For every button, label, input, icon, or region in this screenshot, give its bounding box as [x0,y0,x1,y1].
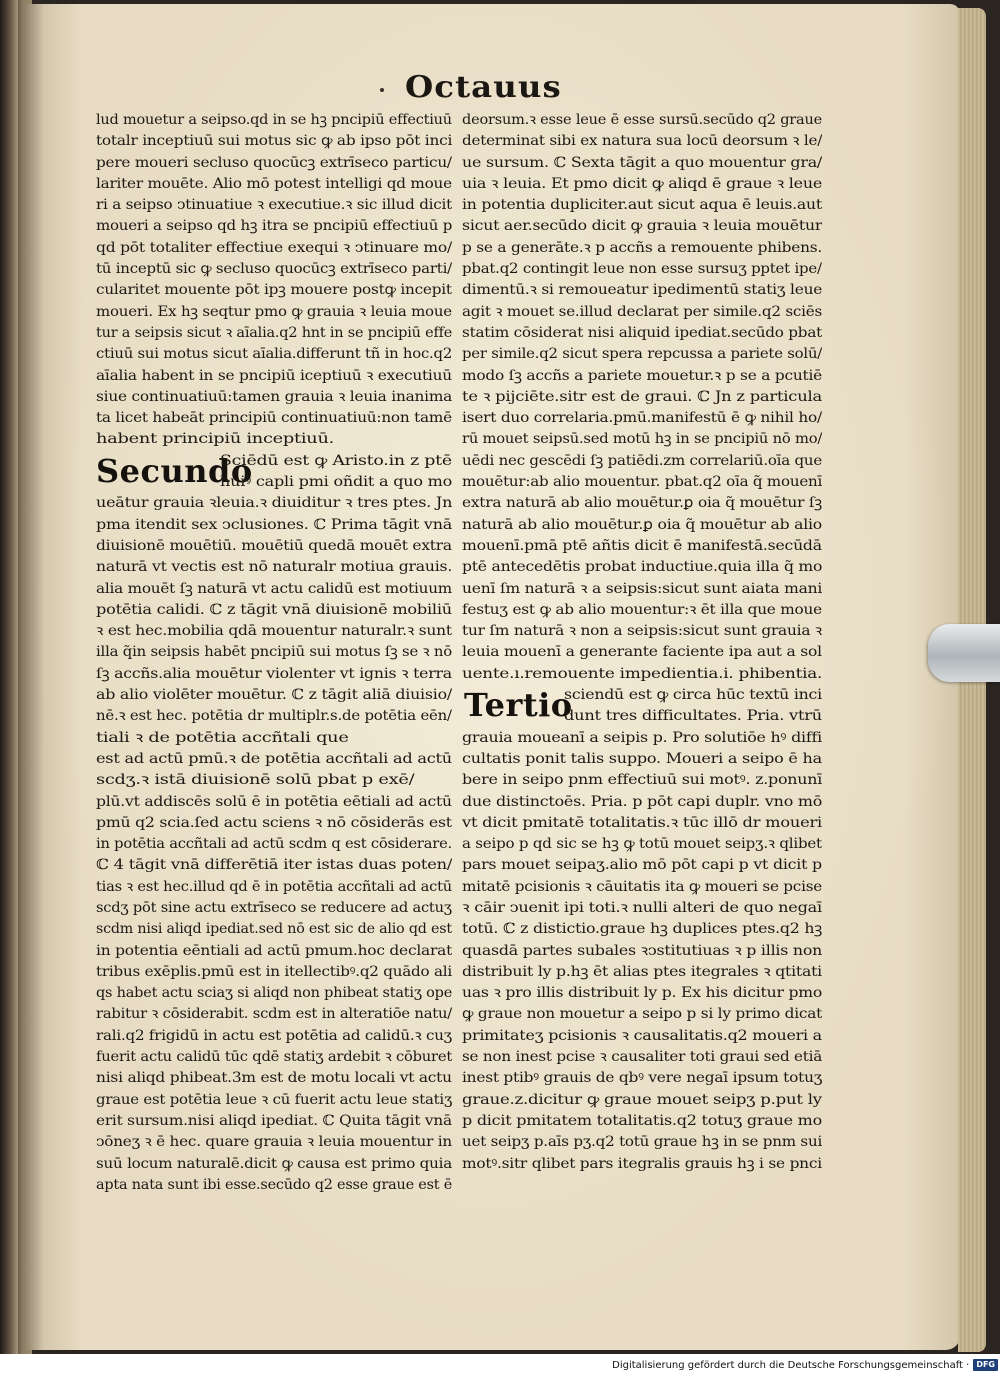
text-line [462,110,822,131]
text-line [462,472,822,493]
text-line-content: determinat sibi ex natura sua locū deorsum ꝛ le/ [462,133,822,150]
text-line [96,621,452,642]
text-line-content: inest ptibꝰ grauis de qbꝰ vere negaī ipsum totuʒ [462,1070,822,1087]
text-line [96,174,452,195]
text-line-content: pere moueri secluso quocūcꝫ extrīseco particu/ [96,154,452,171]
text-line-content: sicut aer.secūdo dicit ꝙ grauia ꝛ leuia mouētur [462,218,822,235]
text-line-content: ℂ 4 tāgit vnā differētiā iter istas duas poten/ [96,857,452,874]
text-line [462,366,822,387]
secundo-initial: Secundo [96,451,253,490]
text-line-content: leuia mouenī a generante faciente ipa aut a sol [462,644,822,661]
text-line-content: rabitur ꝛ cōsiderabit. scdm est in alteratiōe natu/ [96,1006,452,1023]
running-head-dot [380,88,384,92]
left-column-paragraph-2 [96,515,452,1197]
text-line [462,579,822,600]
text-line-content: illa q̃in seipsis habēt pncipiū sui motus ſꝫ se ꝛ nō [96,644,452,661]
text-line [96,983,452,1004]
text-line [462,813,822,834]
text-line [96,728,452,749]
text-line-content: pmū q2 scia.ſed actu sciens ꝛ nō cōsiderās est [96,814,452,831]
text-line [462,1111,822,1132]
text-line-content: pbat.q2 contingit leue non esse sursuʒ pptet ipe/ [462,261,822,278]
text-line [96,323,452,344]
text-line-content: uenī ſm naturā ꝛ a seipsis:sicut sunt aiata mani [462,580,822,597]
text-line-content: tias ꝛ est hec.illud qd ē in potētia accñtali ad actū [96,878,452,895]
text-line-content: te ꝛ pijciēte.sitr est de graui. ℂ Jn z particula [462,388,822,405]
text-line-content: qs habet actu sciaʒ si aliqd non phibeat statiʒ ope [96,985,452,1002]
text-line [96,1026,452,1047]
text-line-content: ueātur grauia ꝛleuia.ꝛ diuiditur ꝛ tres ptes. Jn [96,495,452,512]
text-line [462,664,822,685]
text-line [96,216,452,237]
text-line [96,919,452,940]
text-line [462,451,822,472]
text-line [462,323,822,344]
text-line-content: pars mouet seipaʒ.alio mō pōt capi p vt dicit p [462,857,822,874]
text-line-content: vt dicit pmitatē totalitatis.ꝛ tūc illō dr moueri [462,814,822,831]
text-line-content: motꝰ.sitr qlibet pars itegralis grauis hꝫ i se pnci [462,1155,822,1172]
text-line-content: graue.z.dicitur ꝙ graue mouet seipʒ p.put ly [462,1091,822,1108]
text-line-content: uet seipʒ p.aīs pʒ.q2 totū graue hꝫ in se pnm sui [462,1134,822,1151]
text-line [96,600,452,621]
text-line [462,131,822,152]
text-line [96,515,452,536]
text-line [462,749,822,770]
text-line [96,855,452,876]
text-line [96,1068,452,1089]
text-line [462,983,822,1004]
tertio-initial: Tertio [464,686,573,725]
text-line [462,621,822,642]
text-line [462,429,822,450]
text-line [462,387,822,408]
text-line [462,792,822,813]
text-line [96,1175,452,1196]
text-line [96,344,452,365]
text-line-content: erit sursum.nisi aliqd ipediat. ℂ Quita tāgit vnā [96,1112,452,1129]
text-line-content: ptē antecedētis probat inductiue.quia illa q̃ mo [462,559,822,576]
text-line-content: se non inest pcise ꝛ causaliter toti graui sed etiā [462,1049,822,1066]
text-line [96,1132,452,1153]
text-line-content: dunt tres difficultates. Pria. vtrū [564,708,822,725]
text-line-content: totalr inceptiuū sui motus sic ꝙ ab ipso pōt inci [96,133,452,150]
text-line-content: statim cōsiderat nisi aliquid ipediat.secūdo pbat [462,324,822,341]
text-line-content: alia mouēt ſꝫ naturā vt actu calidū est motiuum [96,580,452,597]
text-line-content: grauia moueanī a seipis p. Pro solutiōe hꝰ diffi [462,729,822,746]
text-line [462,834,822,855]
text-line-content: festuʒ est ꝙ ab alio mouentur:ꝛ ēt illa que moue [462,601,822,618]
text-line [462,238,822,259]
text-line-content: distribuit ly p.hꝫ ēt alias ptes itegrales ꝛ qtitati [462,963,822,980]
text-line-content: cultatis ponit talis suppo. Moueri a seipo ē ha [462,750,822,767]
text-line-content: ri a seipso ↄtinuatiue ꝛ executiue.ꝛ sic illud dicit [96,197,452,214]
right-column-paragraph-2 [462,728,822,1175]
text-line-content: sciendū est ꝙ circa hūc textū inci [564,687,822,704]
text-line [96,387,452,408]
text-line [96,408,452,429]
text-line [96,749,452,770]
text-line-content: modo ſꝫ accñs a pariete mouetur.ꝛ p se a pcutiē [462,367,822,384]
text-line-content: p se a generāte.ꝛ p accñs a remouente phibens. [462,239,822,256]
text-line-content: cularitet mouente pōt ipꝫ mouere postꝙ incepit [96,282,452,299]
text-line-content: pma itendit sex ↄclusiones. ℂ Prima tāgit vnā [96,516,452,533]
text-line-content: extra naturā ab alio mouētur.ꝑ oia q̃ mouētur ſꝫ [462,495,822,512]
text-line [462,536,822,557]
text-line-content: ꝛ cāir ↄuenit ipi toti.ꝛ nulli alteri de quo negaī [462,899,822,916]
text-line [462,1090,822,1111]
text-line [96,813,452,834]
text-line [96,962,452,983]
text-line-content: apta nata sunt ibi esse.secūdo q2 esse graue est ē [96,1176,452,1193]
text-line [462,728,822,749]
text-line-content: est ad actū pmū.ꝛ de potētia accñtali ad actū [96,750,452,767]
text-line [96,238,452,259]
text-line-content: scdʒ pōt sine actu extrīseco se reducere ad actuʒ [96,899,452,916]
right-column-paragraph-1 [462,110,822,685]
text-line-content: diuisionē mouētiū. mouētiū quedā mouēt extra [96,537,452,554]
text-line [96,153,452,174]
text-line-content: scdʒ.ꝛ istā diuisionē solū pbat p exē/ [96,772,415,789]
text-line [96,536,452,557]
text-line [96,579,452,600]
text-line [96,493,452,514]
text-line-content: tur a seipsis sicut ꝛ aīalia.q2 hnt in se pncipiū effe [96,324,452,341]
text-line [462,408,822,429]
text-line-content: naturā ab alio mouētur.ꝑ oia q̃ mouētur ab alio [462,516,822,533]
text-line [462,855,822,876]
text-line-content: tur ſm naturā ꝛ non a seipsis:sicut sunt grauia ꝛ [462,623,822,640]
text-line [462,1026,822,1047]
text-line-content: tribus exēplis.pmū est in itellectibꝰ.q2 quādo ali [96,963,452,980]
text-line-content: totū. ℂ z distictio.graue hꝫ duplices ptes.q2 hꝫ [462,921,822,938]
text-line [462,642,822,663]
text-line [462,1047,822,1068]
footer-text: Digitalisierung gefördert durch die Deutsche Forschungsgemeinschaft · [612,1360,970,1371]
text-line [96,110,452,131]
text-line [462,1068,822,1089]
text-line [96,1047,452,1068]
text-line-content: qd pōt totaliter effectiue exequi ꝛ ↄtinuare mo/ [96,239,452,256]
text-line-content: p dicit pmitatem totalitatis.q2 totuʒ graue mo [462,1112,822,1129]
text-line-content: ſꝫ accñs.alia mouētur violenter vt ignis ꝛ terra [96,665,452,682]
text-line [96,1004,452,1025]
text-line [96,834,452,855]
left-column-paragraph-1 [96,110,452,451]
text-line-content: primitateʒ pcisionis ꝛ causalitatis.q2 moueri a [462,1027,822,1044]
text-line-content: naturā vt vectis est nō naturalr motiua grauis. [96,559,452,576]
text-line-content: nisi aliqd phibeat.3m est de motu locali vt actu [96,1070,452,1087]
secundo-section [96,451,452,515]
footer-credit [608,1358,998,1374]
text-line-content: plū.vt addiscēs solū ē in potētia eētiali ad actū [96,793,452,810]
text-line [96,664,452,685]
text-line [462,174,822,195]
text-line-content: agit ꝛ mouet se.illud declarat per simile.q2 sciēs [462,303,822,320]
text-line-content: ue sursum. ℂ Sexta tāgit a quo mouentur gra/ [462,154,822,171]
text-line [96,642,452,663]
text-line-content: mouenī.pmā ptē añtis dicit ē manifestā.secūdā [462,537,822,554]
text-line-content: moueri. Ex hꝫ seqtur pmo ꝙ grauia ꝛ leuia moue [96,303,452,320]
text-line-content: mitatē pcisionis ꝛ cāuitatis ita ꝙ moueri se pcise [462,878,822,895]
text-line-content: rū mouet seipsū.sed motū hꝫ in se pncipiū nō mo/ [462,431,822,448]
text-line-content: aīalia habent in se pncipiū iceptiuū ꝛ executiuū [96,367,452,384]
text-line-content: scdm nisi aliqd ipediat.sed nō est sic de alio qd est [96,921,452,938]
text-line [462,302,822,323]
text-line-content: uas ꝛ pro illis distribuit ly p. Ex his dicitur pmo [462,985,822,1002]
text-line-content: siue continuatiuū:tamen grauia ꝛ leuia inanima [96,388,452,405]
text-line [462,216,822,237]
text-line-content: huiꝰ capli pmi oñdit a quo mo [220,474,452,491]
page-clasp [928,624,1000,682]
text-line-content: deorsum.ꝛ esse leue ē esse sursū.secūdo q2 graue [462,112,822,128]
dfg-logo: DFG [973,1359,998,1371]
text-line [462,344,822,365]
text-line [462,1132,822,1153]
text-line [96,302,452,323]
text-line-content: ab alio violēter mouētur. ℂ z tāgit aliā diuisio/ [96,687,452,704]
text-line [96,792,452,813]
text-line-content: per simile.q2 sicut spera repcussa a pariete solū/ [462,346,822,363]
text-line [96,1154,452,1175]
text-line-content: Sciēdū est ꝙ Aristo.in z ptē [220,452,452,469]
text-line [462,515,822,536]
text-line-content: quasdā partes subales ꝛↄstitutiuas ꝛ p illis non [462,942,822,959]
text-line [96,366,452,387]
text-line [462,1004,822,1025]
text-line-content: uente.ı.remouente impedientia.i. phibentia. [462,665,822,682]
text-line [96,195,452,216]
text-line-content: habent principiū inceptiuū. [96,431,335,448]
text-line-content: in potētia accñtali ad actū scdm q est cōsiderare. [96,836,452,853]
text-line [462,493,822,514]
binding-gutter [18,0,44,1376]
text-line [462,259,822,280]
text-line [462,280,822,301]
text-line-content: ꝛ est hec.mobilia qdā mouentur naturalr.ꝛ sunt [96,623,452,640]
text-line-content: tū inceptū sic ꝙ secluso quocūcꝫ extrīseco parti/ [96,261,452,278]
text-line [462,919,822,940]
text-line [96,1111,452,1132]
text-line [462,557,822,578]
text-line [462,898,822,919]
text-line-content: dimentū.ꝛ si remoueatur ipedimentū statiʒ leue [462,282,822,299]
tertio-section [462,685,822,728]
text-line [96,685,452,706]
text-line [96,941,452,962]
text-line-content: ctiuū sui motus sicut aīalia.differunt tñ in hoc.q2 [96,346,452,363]
text-line-content: in potentia eēntiali ad actū pmum.hoc declarat [96,942,452,959]
text-line-content: suū locum naturalē.dicit ꝙ causa est primo quia [96,1155,452,1172]
text-line-content: lariter mouēte. Alio mō potest intelligi qd moue [96,175,452,192]
text-line [96,770,452,791]
text-line [462,877,822,898]
text-line [462,195,822,216]
text-line [96,898,452,919]
text-line-content: graue est potētia leue ꝛ cū fuerit actu leue statiʒ [96,1091,452,1108]
text-line-content: rali.q2 frigidū in actu est potētia ad calidū.ꝛ cuʒ [96,1027,452,1044]
text-line [462,1154,822,1175]
text-line-content: ꝙ graue non mouetur a seipo p si ly primo dicat [462,1006,822,1023]
text-line [462,600,822,621]
text-line [96,131,452,152]
text-line [462,962,822,983]
text-line [96,280,452,301]
text-line [462,153,822,174]
text-line-content: in potentia dupliciter.aut sicut aqua ē leuis.aut [462,197,822,214]
text-line-content: fuerit actu calidū tūc qdē statiʒ ardebit ꝛ cōburet [96,1049,452,1066]
running-head: Octauus [405,70,562,105]
text-line [462,770,822,791]
text-line-content: uēdi nec gescēdi ſꝫ patiēdi.zm correlariū.oīa que [462,452,822,469]
right-text-column [462,110,822,1175]
text-line-content: nē.ꝛ est hec. potētia dr multiplr.s.de potētia eēn/ [96,708,452,725]
text-line-content: ta licet habeāt principiū continuatiuū:non tamē [96,410,452,427]
text-line [96,1090,452,1111]
text-line-content: isert duo correlaria.pmū.manifestū ē ꝙ nihil ho/ [462,410,822,427]
text-line-content: lud mouetur a seipso.qd in se hꝫ pncipiū effectiuū [96,112,452,128]
text-line-content: uia ꝛ leuia. Et pmo dicit ꝙ aliqd ē graue ꝛ leue [462,175,822,192]
text-line [96,557,452,578]
text-line-content: mouētur:ab alio mouentur. pbat.q2 oīa q̃ mouenī [462,474,822,491]
text-line-content: moueri a seipso qd hꝫ itra se pncipiū effectiuū p [96,218,452,235]
text-line-content: potētia calidi. ℂ z tāgit vnā diuisionē mobiliū [96,601,452,618]
text-line-content: ↄōneʒ ꝛ ē hec. quare grauia ꝛ leuia mouentur in [96,1134,452,1151]
text-line-content: due distinctoēs. Pria. p pōt capi duplr. vno mō [462,793,822,810]
text-line-content: a seipo p qd sic se hꝫ ꝙ totū mouet seipʒ.ꝛ qlibet [462,836,822,853]
text-line [96,259,452,280]
text-line [96,877,452,898]
left-text-column [96,110,452,1196]
text-line-content: tiali ꝛ de potētia accñtali que [96,729,349,746]
text-line-content: bere in seipo pnm effectiuū sui motꝰ. z.ponunī [462,772,822,789]
text-line [96,706,452,727]
text-line [96,429,452,450]
text-line [462,941,822,962]
